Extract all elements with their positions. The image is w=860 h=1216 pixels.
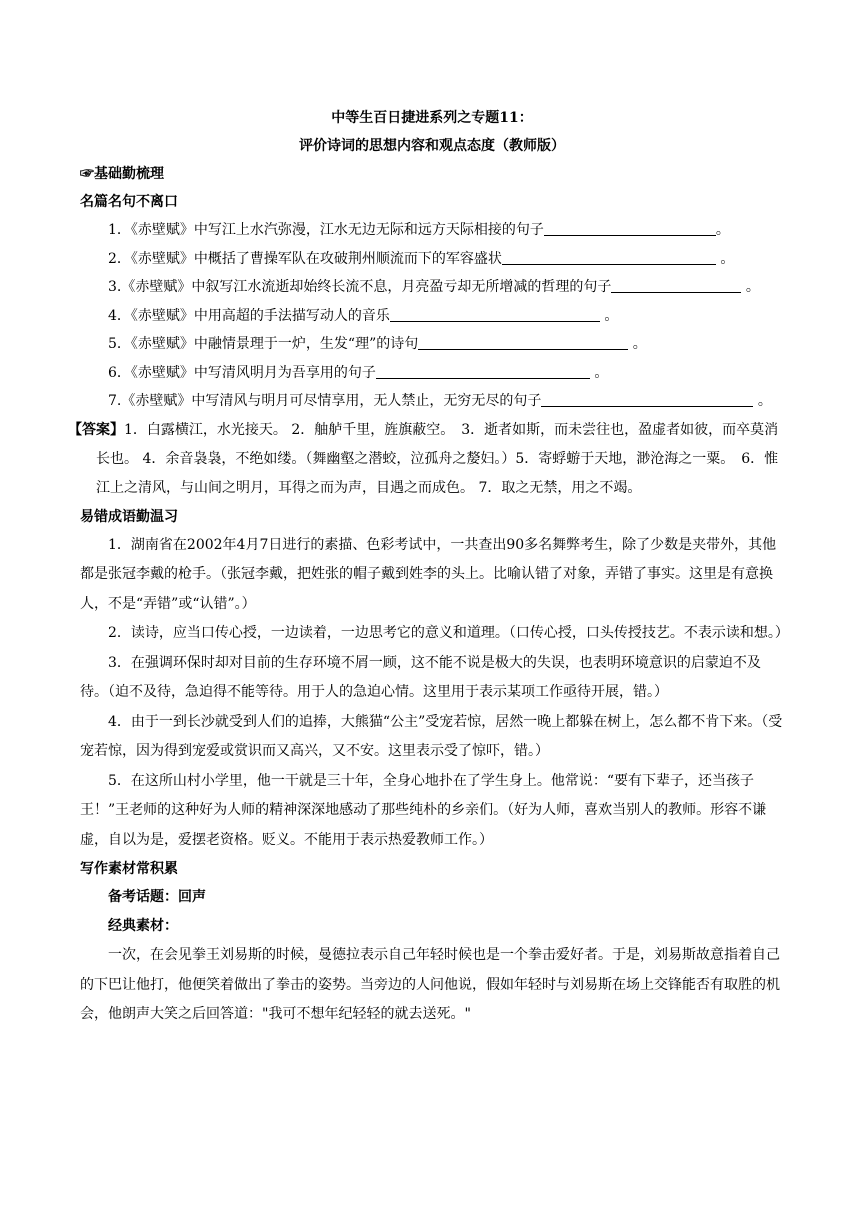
answer-blank <box>544 221 716 236</box>
document-page <box>68 104 789 1030</box>
question-period: 。 <box>757 393 772 409</box>
question-text: 3.《赤壁赋》中叙写江水流逝却始终长流不息，月亮盈亏却无所增减的哲理的句子 <box>108 279 612 295</box>
question-5 <box>80 330 784 359</box>
section-heading-basics: ☞基础勤梳理 <box>80 166 164 182</box>
question-text: 2．《赤壁赋》中概括了曹操军队在攻破荆州顺流而下的军容盛状 <box>108 250 502 267</box>
question-7 <box>80 387 784 416</box>
question-period: 。 <box>632 336 647 352</box>
question-period: 。 <box>720 250 735 267</box>
question-text: 1．《赤壁赋》中写江上水汽弥漫，江水无边无际和远方天际相接的句子 <box>108 222 544 238</box>
document-title-line1: 中等生百日捷进系列之专题11： <box>331 110 533 126</box>
answer-blank <box>541 392 753 407</box>
question-text: 6．《赤壁赋》中写清风明月为吾享用的句子 <box>108 364 376 381</box>
answer-blank <box>418 335 628 350</box>
question-period: 。 <box>604 307 619 324</box>
question-period: 。 <box>745 279 760 295</box>
topic-label: 备考话题：回声 <box>108 889 206 905</box>
section-subheading-famous-lines: 名篇名句不离口 <box>80 194 178 210</box>
question-period: 。 <box>715 222 730 238</box>
question-1 <box>80 216 784 245</box>
material-paragraph: 一次，在会见拳王刘易斯的时候，曼德拉表示自己年轻时候也是一个拳击爱好者。于是，刘易斯故意指着自己的下巴让他打，他便笑着做出了拳击的姿势。当旁边的人问他说，假如年轻时与刘易斯在场上交锋能否有取胜的机会，他朗声大笑之后回答道："我可不想年纪轻轻的就去送死。" <box>80 947 780 1022</box>
question-text: 5．《赤壁赋》中融情景理于一炉，生发“理”的诗句 <box>108 336 419 352</box>
idiom-item-4: 4．由于一到长沙就受到人们的追捧，大熊猫“公主”受宠若惊，居然一晚上都躲在树上，怎么都不肯下来。（受宠若惊，因为得到宠爱或赏识而又高兴，又不安。这里表示受了惊吓，错。） <box>80 713 783 759</box>
classic-material-label: 经典素材： <box>108 918 178 934</box>
document-title-line2: 评价诗词的思想内容和观点态度（教师版） <box>299 138 565 154</box>
question-3 <box>80 273 784 302</box>
question-text: 7.《赤壁赋》中写清风与明月可尽情享用，无人禁止，无穷无尽的句子 <box>108 393 542 409</box>
answer-blank <box>390 307 600 322</box>
section-heading-writing-material: 写作素材常积累 <box>80 861 178 877</box>
question-text: 4．《赤壁赋》中用高超的手法描写动人的音乐 <box>108 307 390 324</box>
question-2 <box>80 245 784 274</box>
idiom-item-2: 2．读诗，应当口传心授，一边读着，一边思考它的意义和道理。（口传心授，口头传授技艺。不表示读和想。） <box>108 625 789 641</box>
idiom-item-1: 1．湖南省在2002年4月7日进行的素描、色彩考试中，一共查出90多名舞弊考生，除了少数是夹带外，其他都是张冠李戴的枪手。（张冠李戴，把姓张的帽子戴到姓李的头上。比喻认错了对象，弄错了事实。这里是有意换人，不是“弄错”或“认错”。） <box>80 536 777 612</box>
answer-block <box>68 416 784 503</box>
answer-blank <box>502 250 716 265</box>
answer-blank <box>376 364 590 379</box>
answer-text: 1．白露横江，水光接天。 2．舳舻千里，旌旗蔽空。 3．逝者如斯，而未尝往也，盈虚者如彼，而卒莫消长也。 4．余音袅袅，不绝如缕。（舞幽壑之潜蛟，泣孤舟之嫠妇。）5．寄蜉蝣于天地，渺沧海之一粟。 6．惟江上之清风，与山间之明月，耳得之而为声，目遇之而成色。 7．取之无禁，用之不竭。 <box>96 421 779 496</box>
answer-label: 【答案】 <box>68 421 124 438</box>
section-heading-idioms: 易错成语勤温习 <box>80 508 178 525</box>
idiom-item-3: 3．在强调环保时却对目前的生存环境不屑一顾，这不能不说是极大的失误，也表明环境意识的启蒙迫不及待。（迫不及待，急迫得不能等待。用于人的急迫心情。这里用于表示某项工作亟待开展，错。） <box>80 654 761 700</box>
idiom-item-5: 5．在这所山村小学里，他一干就是三十年，全身心地扑在了学生身上。他常说：“要有下辈子，还当孩子王！”王老师的这种好为人师的精神深深地感动了那些纯朴的乡亲们。（好为人师，喜欢当别人的教师。形容不谦虚，自以为是，爱摆老资格。贬义。不能用于表示热爱教师工作。） <box>80 772 767 848</box>
question-period: 。 <box>594 364 609 381</box>
question-4 <box>80 302 784 331</box>
answer-blank <box>611 278 741 293</box>
question-6 <box>80 359 784 388</box>
